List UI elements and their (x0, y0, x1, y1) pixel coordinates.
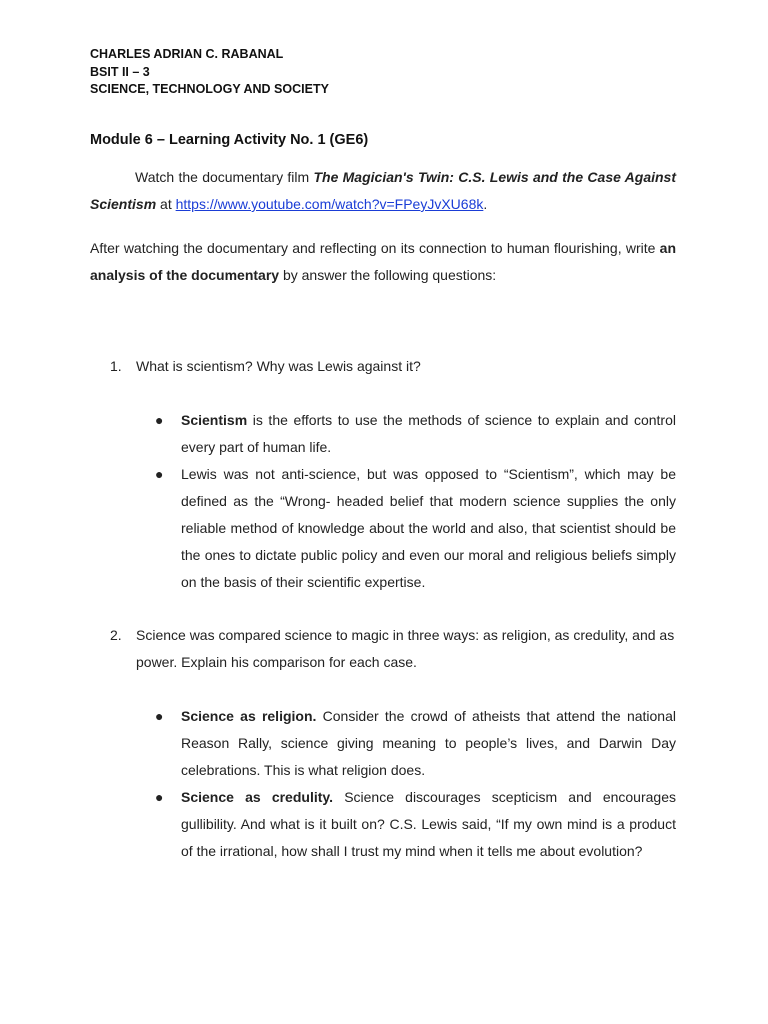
answer-bold: Scientism (181, 412, 248, 428)
intro-paragraph (90, 164, 676, 218)
video-link[interactable]: https://www.youtube.com/watch?v=FPeyJvXU68k (175, 196, 484, 212)
answer-list-1 (155, 407, 676, 596)
bullet-icon: ● (155, 412, 164, 428)
bullet-icon: ● (155, 789, 164, 805)
intro-at: at (156, 196, 176, 212)
instructions-paragraph (90, 235, 676, 289)
answer-text: is the efforts to use the methods of science to explain and control every part of human life. (181, 412, 676, 455)
question-number: 1. (110, 358, 122, 374)
film-title: The Magician's Twin: C.S. Lewis and the Case Against Scientism (90, 169, 676, 212)
answer-bold: Science as religion. (181, 708, 317, 724)
answer-bullet (155, 784, 676, 865)
bullet-icon: ● (155, 708, 164, 724)
answer-bullet (155, 703, 676, 784)
intro-end: . (483, 196, 488, 212)
intro-prefix: Watch the documentary film (135, 169, 314, 185)
document-header (90, 46, 329, 99)
question-1 (110, 353, 676, 380)
student-section: BSIT II – 3 (90, 64, 150, 79)
instructions-prefix: After watching the documentary and reflecting on its connection to human flourishing, write (90, 240, 660, 256)
answer-bullet (155, 407, 676, 461)
question-2 (110, 622, 676, 676)
module-title: Module 6 – Learning Activity No. 1 (GE6) (90, 132, 369, 148)
course-name: SCIENCE, TECHNOLOGY AND SOCIETY (90, 82, 329, 96)
instructions-emphasis: an analysis of the documentary (90, 240, 676, 283)
instructions-suffix: by answer the following questions: (279, 267, 497, 283)
bullet-icon: ● (155, 466, 164, 482)
answer-bullet (155, 461, 676, 596)
answer-list-2 (155, 703, 676, 865)
answer-text: Science discourages scepticism and encourages gullibility. And what is it built on? C.S. Lewis said, “If my own mind is a product of the irrational, how shall I trust my mind when it tells me about evolution? (181, 789, 676, 859)
question-number: 2. (110, 627, 122, 643)
question-text: Science was compared science to magic in three ways: as religion, as credulity, and as power. Explain his comparison for each case. (136, 627, 675, 670)
answer-bold: Science as credulity. (181, 789, 334, 805)
student-name: CHARLES ADRIAN C. RABANAL (90, 47, 284, 61)
answer-text: Consider the crowd of atheists that attend the national Reason Rally, science giving meaning to people’s lives, and Darwin Day celebrations. This is what religion does. (181, 708, 676, 778)
question-text: What is scientism? Why was Lewis against it? (136, 358, 421, 374)
answer-text: Lewis was not anti-science, but was opposed to “Scientism”, which may be defined as the “Wrong- headed belief that modern science supplies the only reliable method of knowledge about the world and also, that scientist should be the ones to dictate public policy and even our moral and religious beliefs simply on the basis of their scientific expertise. (181, 466, 676, 590)
